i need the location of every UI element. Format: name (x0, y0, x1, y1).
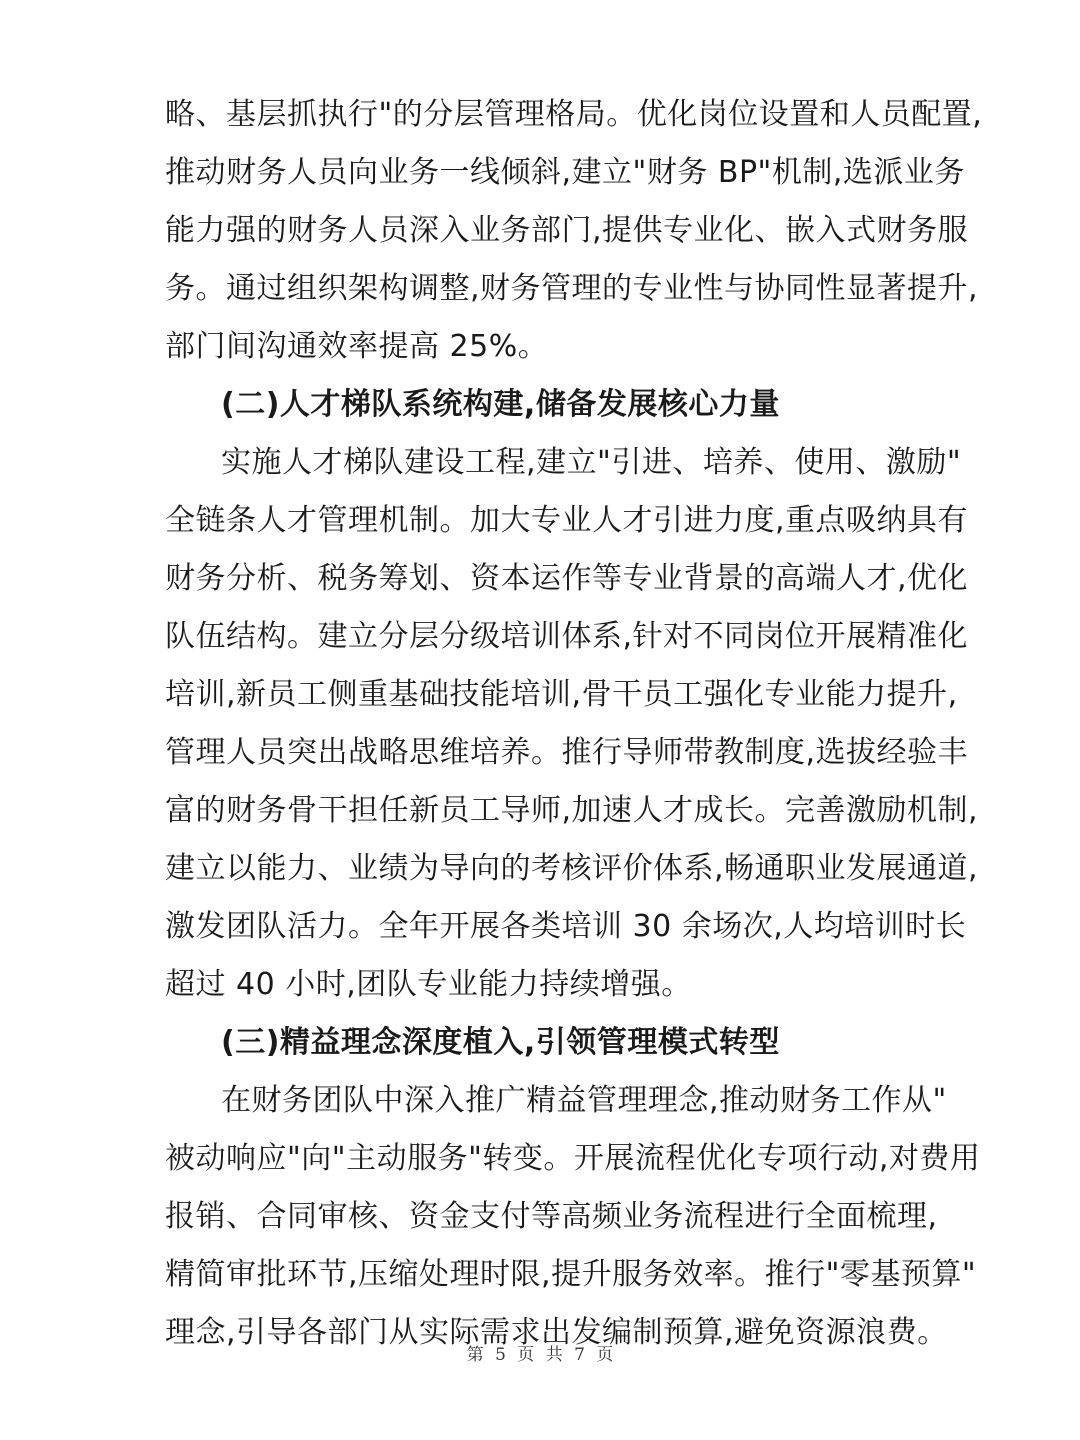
text-line: 能力强的财务人员深入业务部门,提供专业化、嵌入式财务服 (165, 213, 969, 248)
text-line: 略、基层抓执行"的分层管理格局。优化岗位设置和人员配置, (165, 97, 983, 132)
text-line: 精简审批环节,压缩处理时限,提升服务效率。推行"零基预算" (165, 1257, 977, 1292)
text-line: 推动财务人员向业务一线倾斜,建立"财务 BP"机制,选派业务 (165, 155, 965, 190)
section-heading-2: (二)人才梯队系统构建,储备发展核心力量 (221, 387, 780, 422)
text-line: 富的财务骨干担任新员工导师,加速人才成长。完善激励机制, (165, 793, 979, 828)
paragraph-1 (165, 86, 983, 376)
text-line: 部门间沟通效率提高 25%。 (165, 329, 549, 364)
page-number-footer: 第 5 页 共 7 页 (466, 1345, 614, 1365)
text-line: 培训,新员工侧重基础技能培训,骨干员工强化专业能力提升, (165, 677, 958, 712)
text-line: 实施人才梯队建设工程,建立"引进、培养、使用、激励" (221, 445, 962, 480)
document-page (165, 86, 983, 1362)
text-line: 激发团队活力。全年开展各类培训 30 余场次,人均培训时长 (165, 909, 967, 944)
text-line: 被动响应"向"主动服务"转变。开展流程优化专项行动,对费用 (165, 1141, 981, 1176)
text-line: 管理人员突出战略思维培养。推行导师带教制度,选拔经验丰 (165, 735, 969, 770)
paragraph-2 (165, 434, 979, 1014)
text-line: 财务分析、税务筹划、资本运作等专业背景的高端人才,优化 (165, 561, 969, 596)
text-line: 报销、合同审核、资金支付等高频业务流程进行全面梳理, (165, 1199, 938, 1234)
text-line: 理念,引导各部门从实际需求出发编制预算,避免资源浪费。 (165, 1315, 948, 1350)
text-line: 超过 40 小时,团队专业能力持续增强。 (165, 967, 692, 1002)
paragraph-3 (165, 1072, 981, 1362)
text-line: 在财务团队中深入推广精益管理理念,推动财务工作从" (221, 1083, 947, 1118)
section-heading-3: (三)精益理念深度植入,引领管理模式转型 (221, 1025, 780, 1060)
text-line: 队伍结构。建立分层分级培训体系,针对不同岗位开展精准化 (165, 619, 969, 654)
text-line: 全链条人才管理机制。加大专业人才引进力度,重点吸纳具有 (165, 503, 969, 538)
text-line: 务。通过组织架构调整,财务管理的专业性与协同性显著提升, (165, 271, 979, 306)
text-line: 建立以能力、业绩为导向的考核评价体系,畅通职业发展通道, (165, 851, 979, 886)
